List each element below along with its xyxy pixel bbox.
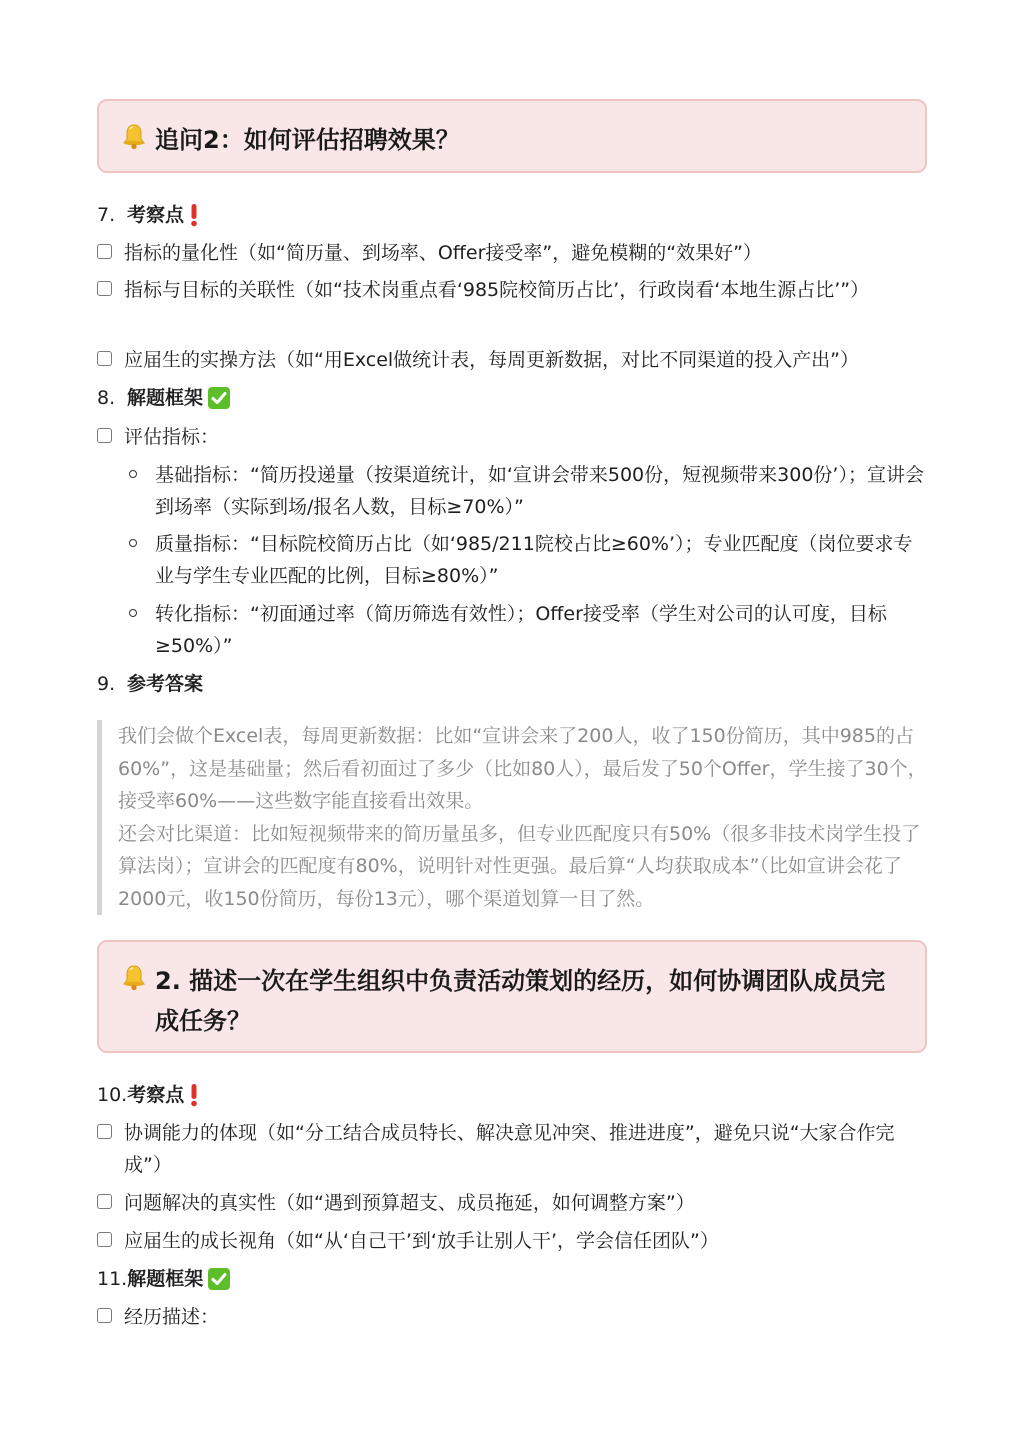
heading-number: 9. xyxy=(97,673,116,695)
bullet-item xyxy=(128,528,928,592)
checklist-text: 经历描述： xyxy=(124,1306,220,1328)
heading-label: 解题框架 xyxy=(127,387,204,409)
checklist-item[interactable] xyxy=(97,1225,932,1257)
checkbox[interactable] xyxy=(97,1232,112,1247)
bullet-icon xyxy=(129,609,137,617)
red-exclamation-icon xyxy=(188,1083,200,1107)
checkbox[interactable] xyxy=(97,1308,112,1323)
green-check-box-icon xyxy=(207,386,231,410)
checklist-text: 指标的量化性（如“简历量、到场率、Offer接受率”，避免模糊的“效果好”） xyxy=(124,242,762,264)
bullet-item xyxy=(128,459,928,523)
checklist-text: 协调能力的体现（如“分工结合成员特长、解决意见冲突、推进进度”，避免只说“大家合作完成”） xyxy=(124,1122,895,1176)
checklist-item[interactable] xyxy=(97,274,897,306)
callout-title: 追问2：如何评估招聘效果？ xyxy=(155,126,460,154)
callout-title: 2. 描述一次在学生组织中负责活动策划的经历，如何协调团队成员完成任务？ xyxy=(155,967,886,1035)
quote-paragraph: 还会对比渠道：比如短视频带来的简历量虽多，但专业匹配度只有50%（很多非技术岗学生投了算法岗）；宣讲会的匹配度有80%，说明针对性更强。最后算“人均获取成本”（比如宣讲会花了2000元，收150份简历，每份13元），哪个渠道划算一目了然。 xyxy=(118,822,921,910)
checklist-item[interactable] xyxy=(97,421,932,453)
heading-cankao-daan xyxy=(97,670,203,698)
checklist-item[interactable] xyxy=(97,1187,932,1219)
heading-label: 参考答案 xyxy=(127,673,204,695)
checkbox[interactable] xyxy=(97,281,112,296)
bullet-text: 质量指标：“目标院校简历占比（如‘985/211院校占比≥60%’）；专业匹配度（岗位要求专业与学生专业匹配的比例，目标≥80%）” xyxy=(155,533,913,587)
checklist-item[interactable] xyxy=(97,237,932,269)
callout-box-question xyxy=(97,940,927,1053)
checklist-text: 问题解决的真实性（如“遇到预算超支、成员拖延，如何调整方案”） xyxy=(124,1192,695,1214)
heading-label: 解题框架 xyxy=(127,1268,204,1290)
heading-jieti-kuangjia xyxy=(97,1265,231,1293)
heading-label: 考察点 xyxy=(127,204,185,226)
reference-answer-quote xyxy=(97,720,927,915)
checkbox[interactable] xyxy=(97,351,112,366)
checklist-text: 应届生的成长视角（如“从‘自己干’到‘放手让别人干’，学会信任团队”） xyxy=(124,1230,719,1252)
checkbox[interactable] xyxy=(97,1194,112,1209)
bell-icon xyxy=(121,964,147,992)
red-exclamation-icon xyxy=(188,203,200,227)
checklist-item[interactable] xyxy=(97,1117,907,1181)
bullet-icon xyxy=(129,539,137,547)
heading-number: 8. xyxy=(97,387,116,409)
bell-icon xyxy=(121,123,147,151)
checklist-item[interactable] xyxy=(97,344,932,376)
heading-kaochadian xyxy=(97,1081,200,1109)
checklist-item[interactable] xyxy=(97,1301,932,1333)
heading-label: 考察点 xyxy=(127,1084,185,1106)
heading-jieti-kuangjia xyxy=(97,384,231,412)
bullet-icon xyxy=(129,470,137,478)
checklist-text: 应届生的实操方法（如“用Excel做统计表，每周更新数据，对比不同渠道的投入产出”） xyxy=(124,349,860,371)
checkbox[interactable] xyxy=(97,428,112,443)
bullet-item xyxy=(128,598,928,662)
checkbox[interactable] xyxy=(97,244,112,259)
heading-number: 11. xyxy=(97,1268,128,1290)
quote-paragraph: 我们会做个Excel表，每周更新数据：比如“宣讲会来了200人，收了150份简历，其中985的占60%”，这是基础量；然后看初面过了多少（比如80人），最后发了50个Offer，学生接了30个，接受率60%——这些数字能直接看出效果。 xyxy=(118,725,927,812)
heading-number: 10. xyxy=(97,1084,128,1106)
bullet-text: 转化指标：“初面通过率（简历筛选有效性）；Offer接受率（学生对公司的认可度，目标≥50%）” xyxy=(155,603,887,657)
heading-kaochadian xyxy=(97,201,200,229)
bullet-text: 基础指标：“简历投递量（按渠道统计，如‘宣讲会带来500份，短视频带来300份’）；宣讲会到场率（实际到场/报名人数，目标≥70%）” xyxy=(155,464,924,518)
checklist-text: 指标与目标的关联性（如“技术岗重点看‘985院校简历占比’，行政岗看‘本地生源占比’”） xyxy=(124,279,870,301)
green-check-box-icon xyxy=(207,1267,231,1291)
checkbox[interactable] xyxy=(97,1124,112,1139)
checklist-text: 评估指标： xyxy=(124,426,220,448)
callout-box-followup xyxy=(97,99,927,173)
heading-number: 7. xyxy=(97,204,116,226)
